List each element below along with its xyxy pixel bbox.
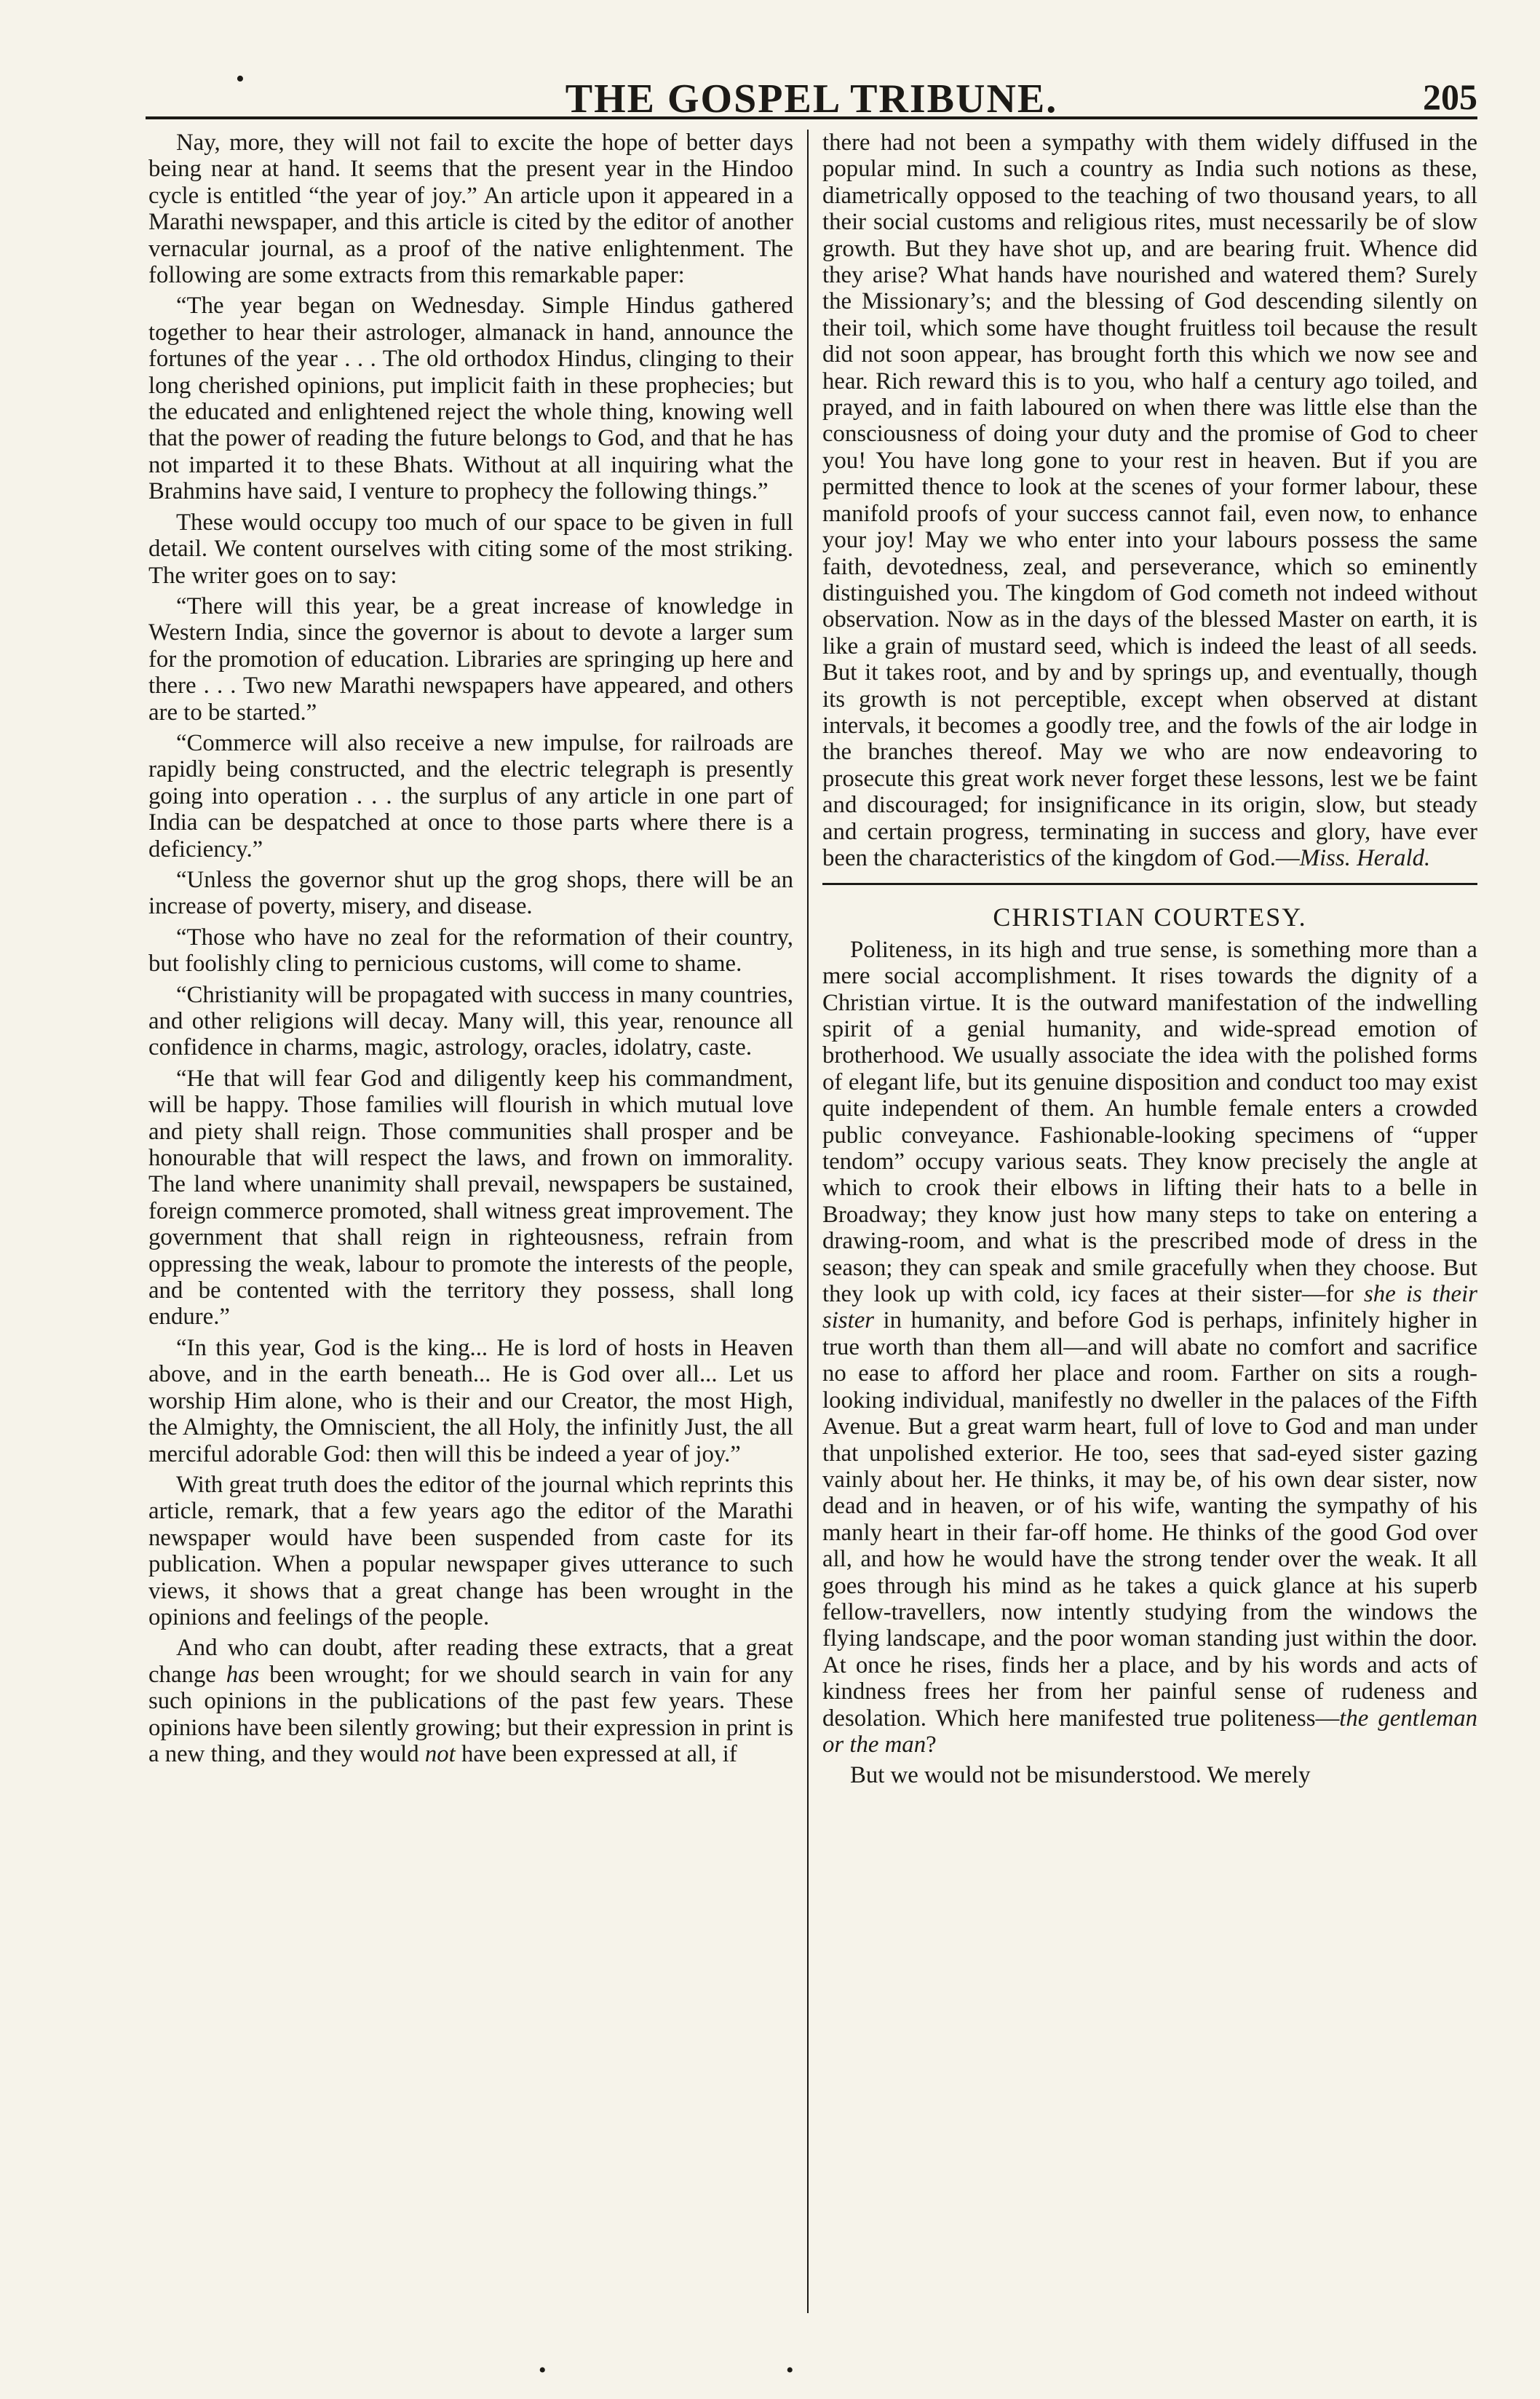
source-credit: Miss. Herald.	[1299, 844, 1431, 871]
paragraph-last	[148, 1635, 793, 1767]
paragraph: “There will this year, be a great increase of knowledge in Western India, since the governor is about to devote a larger sum for the promotion of education. Libraries are springing up here and there . . . Two new Marathi newspapers have appeared, and others are to be started.”	[148, 592, 793, 726]
section-rule	[822, 883, 1477, 885]
header-rule	[146, 116, 1477, 119]
printer-mark: •	[786, 2358, 794, 2382]
paragraph	[822, 937, 1477, 1758]
printer-mark: •	[236, 66, 245, 92]
column-divider	[807, 130, 809, 2313]
paragraph: “Christianity will be propagated with success in many countries, and other religions will decay. Many will, this year, renounce all confidence in charms, magic, astrology, oracles, idolatry, caste.	[148, 981, 793, 1061]
continuation-paragraph	[822, 130, 1477, 871]
section-title: CHRISTIAN COURTESY.	[993, 903, 1307, 932]
printer-mark: •	[539, 2358, 547, 2382]
page-header	[146, 61, 1477, 122]
paragraph: “Commerce will also receive a new impulse, for railroads are rapidly being constructed, and the electric telegraph is presently going into operation . . . the surplus of any article in one part of India can be despatched at once to those parts where there is a deficiency.”	[148, 729, 793, 863]
text-run: ?	[926, 1731, 937, 1758]
paragraph: These would occupy too much of our space to be given in full detail. We content ourselves with citing some of the most striking. The writer goes on to say:	[148, 509, 793, 589]
paragraph: But we would not be misunderstood. We merely	[850, 1762, 1311, 1789]
text-run: Politeness, in its high and true sense, is something more than a mere social accomplishment. It rises towards the dignity of a Christian virtue. It is the outward manifestation of the indwelling spirit of a genial humanity, and wide-spread emotion of brotherhood. We usually associate the idea with the polished forms of elegant life, but its genuine disposition and conduct too may exist quite independent of them. An humble female enters a crowded public conveyance. Fashionable-looking specimens of “upper tendom” occupy various seats. They know precisely the angle at which to crook their elbows in lifting their hats to a belle in Broadway; they know just how many steps to take on entering a drawing-room, and what is the prescribed mode of dress in the season; they can speak and smile gracefully when they choose. But they look up with cold, icy faces at their sister—for	[822, 936, 1477, 1308]
emphasis: the gentleman or the man	[822, 1705, 1477, 1758]
page-number: 205	[1423, 76, 1477, 117]
text-run: in humanity, and before God is perhaps, infinitely higher in true worth than them all—and will abate no comfort and sacrifice no ease to afford her place and room. Farther on sits a rough-looking individual, manifestly no dweller in the palaces of the Fifth Avenue. But a great warm heart, full of love to God and man under that unpolished exterior. He too, sees that sad-eyed sister gazing vainly about her. He thinks, it may be, of his own dear sister, now dead and in heaven, or of his wife, wanting the sympathy of his manly heart in their far-off home. He thinks of the good God over all, and how he would have the strong tender over the weak. It all goes through his mind as he takes a quick glance at his superb fellow-travellers, now intently studying from the windows the flying landscape, and the poor woman standing just within the door. At once he rises, finds her a place, and by his words and acts of kindness frees her from her painful sense of rudeness and desolation. Which here manifested true politeness—	[822, 1307, 1477, 1732]
right-column	[822, 130, 1477, 1789]
emphasis: has	[226, 1661, 260, 1688]
text-run: there had not been a sympathy with them widely diffused in the popular mind. In such a country as India such notions as these, diametrically opposed to the teaching of two thousand years, to all their social customs and religious rites, must necessarily be of slow growth. But they have shot up, and are bearing fruit. Whence did they arise? What hands have nourished and watered them? Surely the Missionary’s; and the blessing of God descending silently on their toil, which some have thought fruitless toil because the result did not soon appear, has brought forth this which we now see and hear. Rich reward this is to you, who half a century ago toiled, and prayed, and in faith laboured on when there was little else than the consciousness of doing your duty and the promise of God to cheer you! You have long gone to your rest in heaven. But if you are permitted thence to look at the scenes of your former labour, these manifold proofs of your success cannot fail, even now, to enhance your joy! May we who enter into your labours possess the same faith, devotedness, zeal, and perseverance, which so eminently distinguished you. The kingdom of God cometh not indeed without observation. Now as in the days of the blessed Master on earth, it is like a grain of mustard seed, which is indeed the least of all seeds. But it takes root, and by and by springs up, and eventually, though its growth is not perceptible, except when observed at distant intervals, it becomes a goodly tree, and the fowls of the air lodge in the branches thereof. May we who are now endeavoring to prosecute this great work never forget these lessons, lest we be faint and discouraged; for insignificance in its origin, slow, but steady and certain progress, terminating in success and glory, have ever been the characteristics of the kingdom of God.—	[822, 130, 1477, 871]
text-run: been wrought; for we should search in vain for any such opinions in the publications of the past few years. These opinions have been silently growing; but their expression in print is a new thing, and they would	[148, 1661, 793, 1767]
paragraph: With great truth does the editor of the journal which reprints this article, remark, that a few years ago the editor of the Marathi newspaper would have been suspended from caste for its publication. When a popular newspaper gives utterance to such views, it shows that a great change has been wrought in the opinions and feelings of the people.	[148, 1471, 793, 1630]
paragraph: “The year began on Wednesday. Simple Hindus gathered together to hear their astrologer, almanack in hand, announce the fortunes of the year . . . The old orthodox Hindus, clinging to their long cherished opinions, put implicit faith in these prophecies; but the educated and enlightened reject the whole thing, knowing well that the power of reading the future belongs to God, and that he has not imparted it to these Bhats. Without at all inquiring what the Brahmins have said, I venture to prophecy the following things.”	[148, 293, 793, 505]
emphasis: not	[424, 1740, 456, 1767]
paragraph: “Unless the governor shut up the grog shops, there will be an increase of poverty, misery, and disease.	[148, 866, 793, 920]
paragraph: “In this year, God is the king... He is lord of hosts in Heaven above, and in the earth beneath... He is God over all... Let us worship Him alone, who is their and our Creator, the most High, the Almighty, the Omniscient, the all Holy, the infinitly Just, the all merciful adorable God: then will this be indeed a year of joy.”	[148, 1334, 793, 1467]
paragraph: Nay, more, they will not fail to excite the hope of better days being near at hand. It seems that the present year in the Hindoo cycle is entitled “the year of joy.” An article upon it appeared in a Marathi newspaper, and this article is cited by the editor of another vernacular journal, as a proof of the native enlightenment. The following are some extracts from this remarkable paper:	[148, 130, 793, 289]
paragraph: “He that will fear God and diligently keep his commandment, will be happy. Those families will flourish in which mutual love and piety shall reign. Those communities shall prosper and be honourable that will respect the laws, and frown on immorality. The land where unanimity shall prevail, newspapers be sustained, foreign commerce promoted, shall witness great improvement. The government that shall reign in righteousness, refrain from oppressing the weak, labour to promote the interests of the people, and be contented with the territory they possess, shall long endure.”	[148, 1065, 793, 1331]
left-column	[148, 130, 793, 1767]
text-run: have been expressed at all, if	[455, 1740, 737, 1767]
emphasis: she is their sister	[822, 1281, 1477, 1334]
masthead-title: THE GOSPEL TRIBUNE.	[565, 76, 1058, 122]
paragraph: “Those who have no zeal for the reformation of their country, but foolishly cling to pernicious customs, will come to shame.	[148, 924, 793, 978]
text-run: And who can doubt, after reading these extracts, that a great change	[148, 1635, 793, 1688]
